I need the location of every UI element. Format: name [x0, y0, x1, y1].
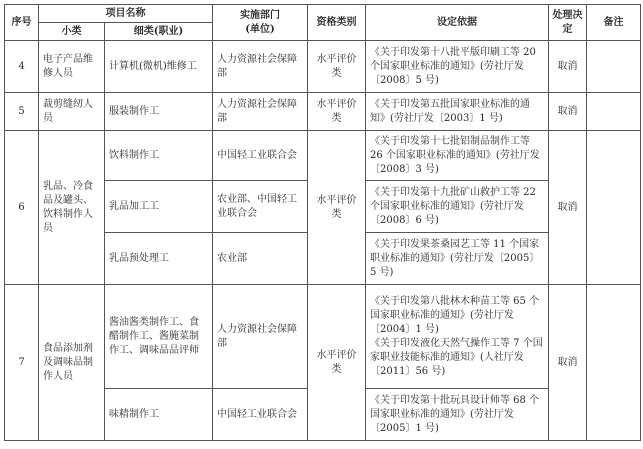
dept-cell: 中国轻工业联合会	[213, 389, 308, 441]
table-row	[5, 41, 641, 93]
qual-type-cell: 水平评价类	[308, 131, 366, 285]
dept-cell: 人力资源社会保障部	[213, 285, 308, 389]
seq-cell: 7	[5, 285, 39, 441]
dept-cell: 人力资源社会保障部	[213, 41, 308, 93]
decision-cell: 取消	[549, 285, 587, 441]
header-minor: 小类	[39, 23, 105, 41]
dept-cell: 农业部	[213, 233, 308, 285]
header-dept-sub: (单位)	[245, 23, 275, 35]
remarks-cell	[587, 41, 641, 93]
minor-cell: 电子产品维修人员	[39, 41, 105, 93]
minor-cell: 裁剪缝纫人员	[39, 93, 105, 131]
qual-type-cell: 水平评价类	[308, 41, 366, 93]
basis-entry: 《关于印发第八批林木种苗工等 65 个国家职业标准的通知》(劳社厅发〔2004〕1 号)	[370, 295, 540, 335]
header-project-name: 项目名称	[39, 5, 213, 23]
seq-cell: 6	[5, 131, 39, 285]
remarks-cell	[587, 285, 641, 441]
header-detail: 细类(职业)	[105, 23, 213, 41]
detail-cell: 服装制作工	[105, 93, 213, 131]
detail-cell: 乳品预处理工	[105, 233, 213, 285]
detail-cell: 乳品加工工	[105, 181, 213, 233]
table-row	[5, 285, 641, 389]
basis-cell	[366, 285, 549, 389]
qual-type-cell: 水平评价类	[308, 93, 366, 131]
table-row	[5, 93, 641, 131]
header-basis: 设定依据	[366, 5, 549, 41]
basis-cell: 《关于印发第五批国家职业标准的通知》(劳社厅发〔2003〕1 号)	[366, 93, 549, 131]
header-dept	[213, 5, 308, 41]
basis-cell: 《关于印发果茶桑园艺工等 11 个国家职业标准的通知》(劳社厅发〔2005〕5 号)	[366, 233, 549, 285]
header-row	[5, 5, 641, 23]
detail-cell: 饮料制作工	[105, 131, 213, 181]
dept-cell: 中国轻工业联合会	[213, 131, 308, 181]
decision-cell: 取消	[549, 41, 587, 93]
seq-cell: 5	[5, 93, 39, 131]
table-row	[5, 131, 641, 181]
qual-type-cell: 水平评价类	[308, 285, 366, 441]
basis-cell: 《关于印发第十九批矿山救护工等 22 个国家职业标准的通知》(劳社厅发〔2008〕6 号)	[366, 181, 549, 233]
detail-cell: 计算机(微机)维修工	[105, 41, 213, 93]
header-dept-label: 实施部门	[240, 9, 280, 21]
header-remarks: 备注	[587, 5, 641, 41]
decision-cell: 取消	[549, 93, 587, 131]
decision-cell: 取消	[549, 131, 587, 285]
header-seq: 序号	[5, 5, 39, 41]
minor-cell: 乳品、冷食品及罐头、饮料制作人员	[39, 131, 105, 285]
header-qual-type: 资格类别	[308, 5, 366, 41]
remarks-cell	[587, 93, 641, 131]
dept-cell: 农业部、中国轻工业联合会	[213, 181, 308, 233]
dept-cell: 人力资源社会保障部	[213, 93, 308, 131]
remarks-cell	[587, 131, 641, 285]
standards-table	[4, 4, 641, 441]
detail-cell: 酱油酱类制作工、食醋制作工、酱腌菜制作工、调味品品评师	[105, 285, 213, 389]
basis-cell: 《关于印发第十批玩具设计师等 68 个国家职业标准的通知》(劳社厅发〔2005〕1 号)	[366, 389, 549, 441]
detail-cell: 味精制作工	[105, 389, 213, 441]
minor-cell: 食品添加剂及调味品制作人员	[39, 285, 105, 441]
seq-cell: 4	[5, 41, 39, 93]
header-decision: 处理决定	[549, 5, 587, 41]
basis-entry: 《关于印发液化天然气操作工等 7 个国家职业技能标准的通知》(人社厅发〔2011〕56 号)	[370, 337, 543, 377]
basis-cell: 《关于印发第十七批铝制品制作工等 26 个国家职业标准的通知》(劳社厅发〔2008〕3 号)	[366, 131, 549, 181]
basis-cell: 《关于印发第十八批平版印刷工等 20 个国家职业标准的通知》(劳社厅发〔2008〕5 号)	[366, 41, 549, 93]
